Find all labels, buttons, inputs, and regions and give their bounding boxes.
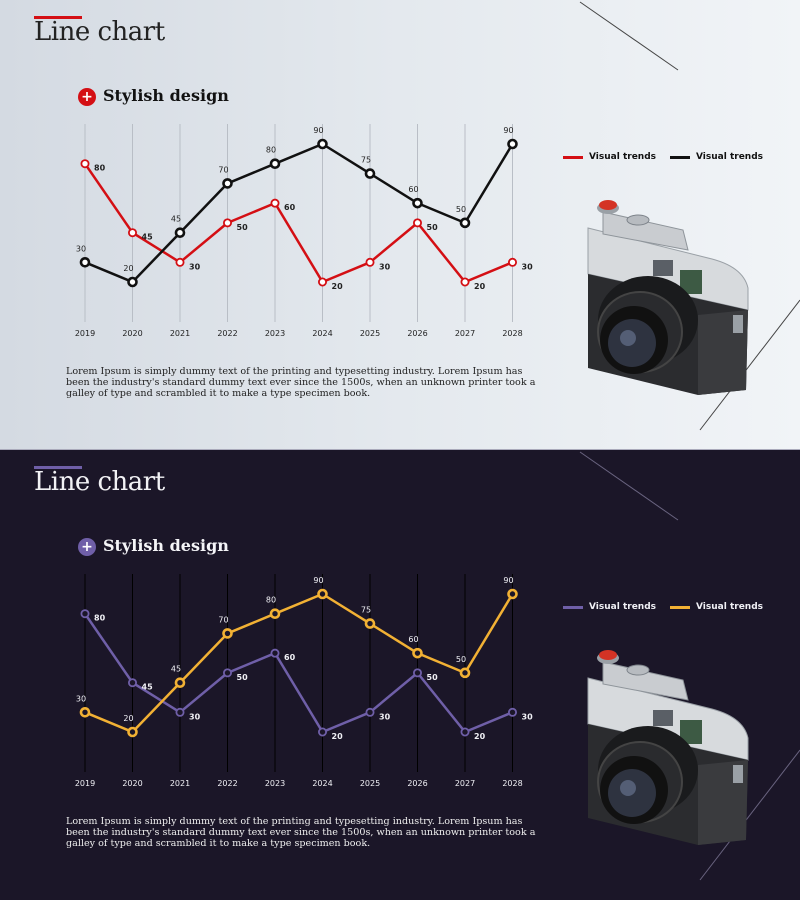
legend-swatch (670, 156, 690, 159)
x-tick-label: 2025 (359, 329, 381, 338)
data-label: 90 (503, 126, 514, 135)
data-point (224, 629, 232, 637)
data-point (509, 140, 517, 148)
data-point (319, 140, 327, 148)
data-label: 30 (75, 694, 87, 704)
data-point (319, 278, 326, 285)
data-label: 30 (379, 262, 391, 272)
data-label: 90 (503, 576, 514, 585)
description-text: Lorem Ipsum is simply dummy text of the printing and typesetting industry. Lorem Ipsum has been the industry's standard dummy text ever since the 1500s, when an unknown printer took a galley of type and scrambled it to make a type specimen book. (66, 366, 536, 399)
data-point (224, 219, 231, 226)
data-point (176, 709, 183, 716)
chart-subtitle: Stylish design (103, 536, 229, 555)
legend-label: Visual trends (589, 152, 656, 162)
data-point (319, 728, 326, 735)
page-title: Line chart (34, 17, 165, 47)
legend-item-series-b (670, 602, 763, 612)
x-tick-label: 2027 (454, 329, 476, 338)
data-label: 50 (236, 672, 248, 682)
data-label: 20 (474, 282, 486, 291)
data-label: 60 (408, 185, 419, 195)
data-point (414, 649, 422, 657)
legend-label: Visual trends (696, 152, 763, 162)
data-label: 70 (218, 615, 229, 625)
x-tick-label: 2022 (217, 779, 238, 788)
data-label: 75 (360, 605, 372, 615)
data-point (271, 200, 278, 207)
data-label: 20 (331, 732, 343, 741)
data-point (366, 170, 374, 178)
legend-swatch (563, 606, 583, 609)
data-point (176, 259, 183, 266)
x-tick-label: 2021 (169, 779, 191, 788)
plus-circle-icon: + (78, 538, 96, 556)
data-label: 50 (426, 672, 438, 682)
data-point (224, 669, 231, 676)
data-label: 80 (265, 145, 277, 155)
legend-item-series-b (670, 152, 763, 162)
data-point (461, 669, 469, 677)
data-label: 60 (408, 635, 419, 645)
data-label: 70 (218, 165, 229, 175)
data-point (129, 229, 136, 236)
data-point (271, 650, 278, 657)
data-label: 80 (94, 163, 106, 173)
data-label: 45 (170, 664, 182, 674)
data-point (271, 610, 279, 618)
page-title: Line chart (34, 467, 165, 497)
data-label: 60 (284, 653, 296, 663)
data-point (366, 620, 374, 628)
legend-item-series-a (563, 152, 656, 162)
data-point (509, 259, 516, 266)
data-label: 50 (426, 222, 438, 232)
x-tick-label: 2024 (312, 779, 333, 788)
data-point (176, 679, 184, 687)
slide-dark (0, 450, 800, 900)
x-tick-label: 2019 (74, 779, 96, 788)
data-point (509, 590, 517, 598)
data-point (366, 259, 373, 266)
data-point (129, 679, 136, 686)
legend-item-series-a (563, 602, 656, 612)
x-tick-label: 2028 (502, 329, 523, 338)
data-point (366, 709, 373, 716)
data-label: 45 (141, 682, 153, 692)
x-tick-label: 2026 (407, 329, 428, 338)
x-tick-label: 2019 (74, 329, 96, 338)
data-point (81, 610, 88, 617)
data-label: 30 (75, 244, 87, 254)
data-point (81, 708, 89, 716)
data-label: 50 (455, 204, 467, 214)
camera-icon (548, 190, 758, 415)
data-label: 20 (123, 264, 134, 273)
data-label: 50 (236, 222, 248, 232)
x-tick-label: 2022 (217, 329, 238, 338)
chart-legend (563, 152, 763, 162)
description-text: Lorem Ipsum is simply dummy text of the printing and typesetting industry. Lorem Ipsum has been the industry's standard dummy text ever since the 1500s, when an unknown printer took a galley of type and scrambled it to make a type specimen book. (66, 816, 536, 849)
data-label: 45 (141, 232, 153, 242)
legend-swatch (670, 606, 690, 609)
data-point (461, 278, 468, 285)
data-point (461, 728, 468, 735)
x-tick-label: 2025 (359, 779, 381, 788)
chart-subtitle: Stylish design (103, 86, 229, 105)
x-tick-label: 2027 (454, 779, 476, 788)
data-point (271, 160, 279, 168)
legend-swatch (563, 156, 583, 159)
data-label: 90 (313, 576, 324, 585)
data-label: 30 (189, 262, 201, 272)
data-label: 80 (265, 595, 277, 605)
data-label: 50 (455, 654, 467, 664)
data-point (81, 160, 88, 167)
data-label: 75 (360, 155, 372, 165)
camera-icon (548, 640, 758, 865)
data-point (414, 219, 421, 226)
data-label: 20 (474, 732, 486, 741)
x-tick-label: 2020 (122, 779, 143, 788)
data-label: 20 (331, 282, 343, 291)
data-label: 45 (170, 214, 182, 224)
data-point (319, 590, 327, 598)
data-label: 30 (189, 712, 201, 722)
plus-circle-icon: + (78, 88, 96, 106)
data-label: 60 (284, 203, 296, 213)
data-point (81, 258, 89, 266)
x-tick-label: 2024 (312, 329, 333, 338)
x-tick-label: 2021 (169, 329, 191, 338)
x-tick-label: 2023 (264, 329, 286, 338)
x-tick-label: 2020 (122, 329, 143, 338)
legend-label: Visual trends (696, 602, 763, 612)
data-point (461, 219, 469, 227)
data-point (224, 179, 232, 187)
x-tick-label: 2023 (264, 779, 286, 788)
data-label: 30 (521, 712, 533, 722)
data-label: 30 (521, 262, 533, 272)
x-tick-label: 2026 (407, 779, 428, 788)
data-point (509, 709, 516, 716)
chart-legend (563, 602, 763, 612)
data-label: 80 (94, 613, 106, 623)
data-point (414, 199, 422, 207)
data-point (176, 229, 184, 237)
data-label: 90 (313, 126, 324, 135)
legend-label: Visual trends (589, 602, 656, 612)
data-point (414, 669, 421, 676)
data-point (129, 728, 137, 736)
data-label: 20 (123, 714, 134, 723)
data-point (129, 278, 137, 286)
data-label: 30 (379, 712, 391, 722)
x-tick-label: 2028 (502, 779, 523, 788)
